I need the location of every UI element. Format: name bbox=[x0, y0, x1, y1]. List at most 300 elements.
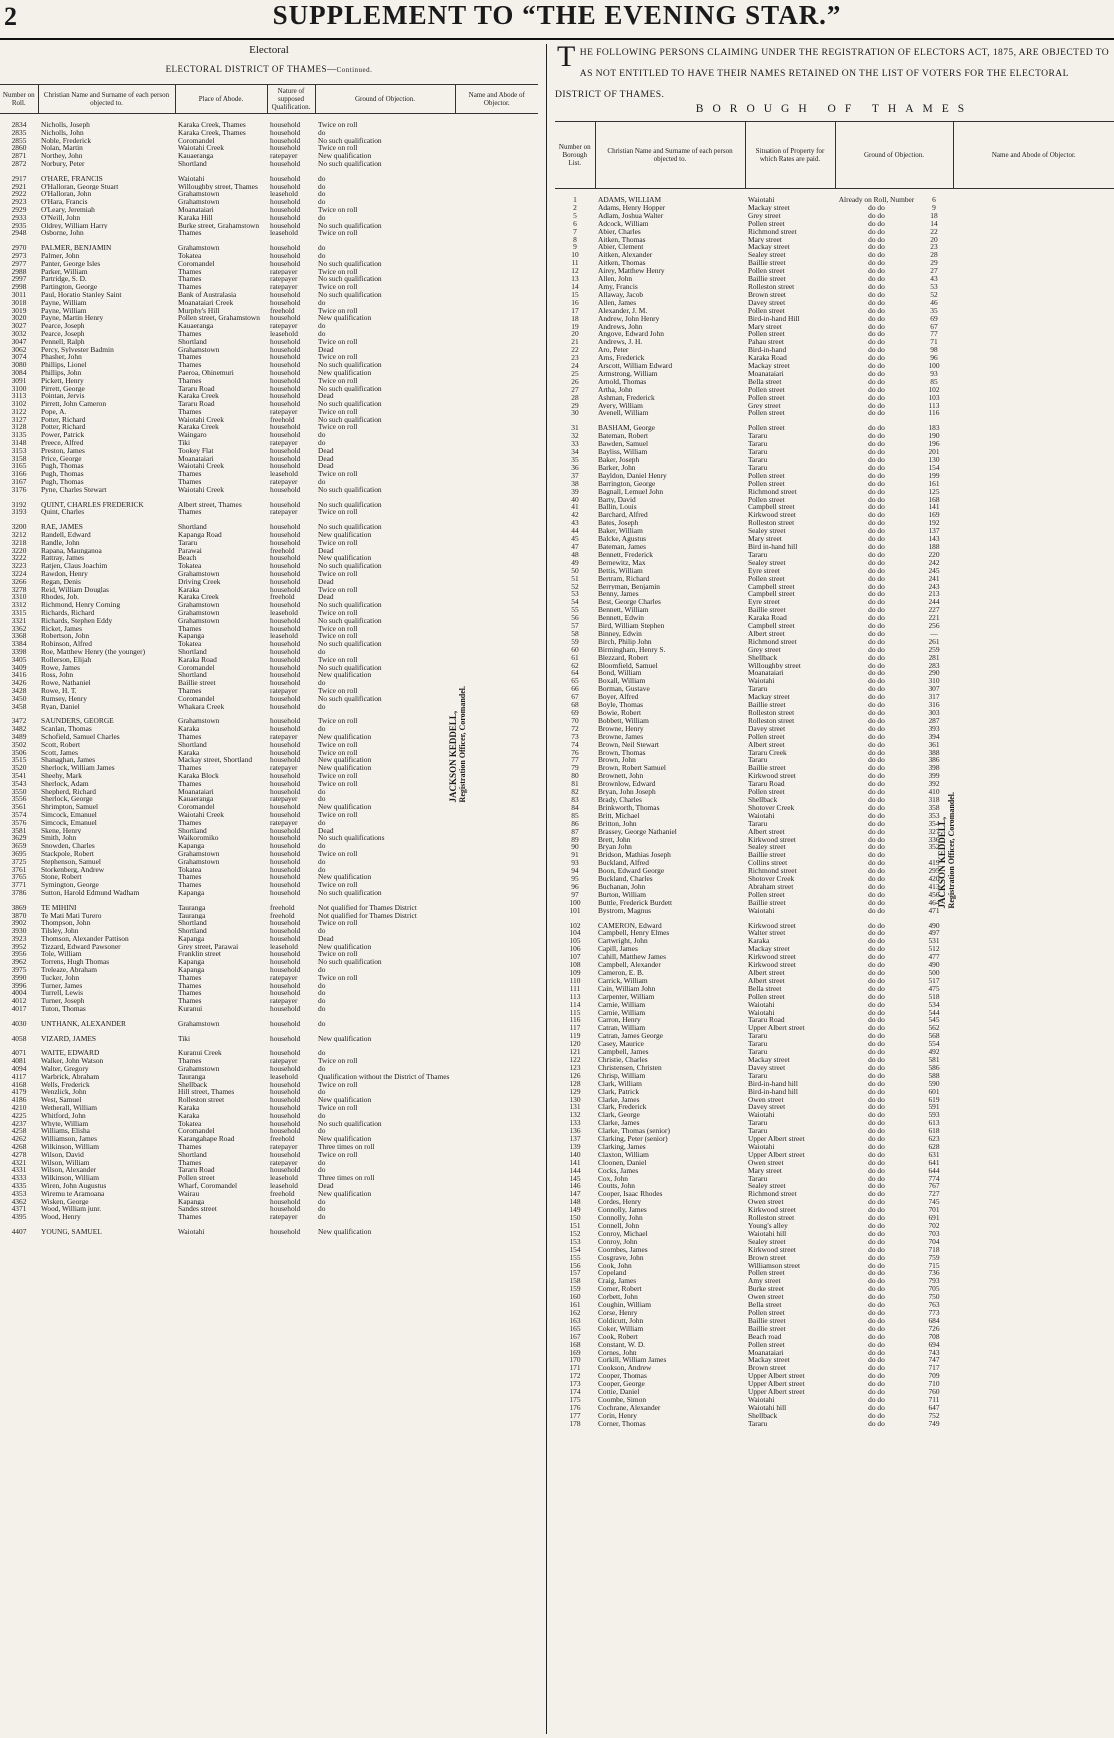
person-name: Potter, Richard bbox=[41, 415, 86, 424]
objector-cell bbox=[455, 609, 538, 617]
borough-list-number: 17 bbox=[571, 306, 579, 315]
borough-list-number: 156 bbox=[569, 1261, 581, 1270]
person-name: Wilkinson, William bbox=[41, 1174, 99, 1182]
objection-ground: do do bbox=[868, 1285, 885, 1294]
roll-reference-number: 727 bbox=[928, 1190, 940, 1199]
roll-number: 3032 bbox=[11, 329, 27, 338]
roll-reference-number: 711 bbox=[928, 1395, 940, 1404]
objection-ground: do do bbox=[868, 748, 885, 757]
objector-cell bbox=[953, 440, 1114, 448]
objector-cell bbox=[953, 291, 1114, 299]
person-name: Carron, Henry bbox=[598, 1016, 641, 1025]
place-of-abode: Karaka Block bbox=[178, 771, 219, 780]
person-name: Sutton, Harold Edmund Wadham bbox=[41, 888, 140, 897]
property-situation: Davey street bbox=[748, 298, 786, 307]
person-name: Whitford, John bbox=[41, 1111, 86, 1120]
table-row bbox=[555, 362, 1114, 370]
table-row bbox=[555, 503, 1114, 511]
objection-ground: do do bbox=[868, 432, 885, 441]
roll-number: 3362 bbox=[11, 624, 27, 633]
qualification: leasehold bbox=[270, 229, 298, 238]
place-of-abode: Mackay street, Shortland bbox=[178, 756, 253, 765]
objection-ground: do do bbox=[868, 1253, 885, 1262]
qualification: household bbox=[270, 1088, 301, 1097]
person-name: Best, George Charles bbox=[598, 598, 661, 607]
property-situation: Tararu bbox=[748, 456, 768, 464]
person-name: O'HARE, FRANCIS bbox=[41, 174, 103, 183]
objector-cell bbox=[953, 1024, 1114, 1032]
objection-ground: do do bbox=[868, 929, 885, 938]
property-situation: Kirkwood street bbox=[748, 772, 796, 781]
roll-reference-number: 242 bbox=[928, 558, 940, 567]
table-row bbox=[0, 827, 538, 835]
borough-list-number: 58 bbox=[571, 629, 579, 638]
place-of-abode: Tararu Road bbox=[178, 400, 215, 408]
place-of-abode: Moanataiari bbox=[178, 454, 214, 463]
table-row bbox=[555, 899, 1114, 907]
borough-list-number: 25 bbox=[571, 369, 579, 378]
person-name: Andrews, J. H. bbox=[598, 338, 643, 347]
place-of-abode: Coromandel bbox=[178, 694, 215, 703]
table-row bbox=[0, 137, 538, 145]
person-name: O'Leary, Jeremiah bbox=[41, 205, 95, 214]
table-row bbox=[555, 535, 1114, 543]
objection-ground: do do bbox=[868, 1356, 885, 1365]
person-name: Bateman, James bbox=[598, 542, 647, 551]
place-of-abode: Shortland bbox=[178, 648, 207, 656]
objector-cell bbox=[953, 567, 1114, 575]
borough-list-number: 49 bbox=[571, 558, 579, 567]
objection-ground: do do bbox=[868, 732, 885, 741]
table-row bbox=[0, 361, 538, 369]
table-row bbox=[0, 346, 538, 354]
borough-list-number: 67 bbox=[571, 693, 579, 702]
table-row bbox=[0, 873, 538, 881]
table-row bbox=[555, 204, 1114, 212]
qualification: household bbox=[270, 244, 301, 252]
borough-list-number: 161 bbox=[569, 1301, 581, 1309]
person-name: TE MIHINI bbox=[41, 903, 77, 912]
person-name: Clarke, James bbox=[598, 1119, 640, 1128]
roll-reference-number: 43 bbox=[930, 275, 938, 283]
objector-cell bbox=[455, 455, 538, 463]
table-row bbox=[0, 850, 538, 858]
objection-ground: Dead bbox=[318, 593, 334, 602]
spacer-cell bbox=[0, 1013, 538, 1020]
roll-number: 4186 bbox=[11, 1096, 27, 1105]
property-situation: Baillie street bbox=[748, 898, 786, 907]
objector-cell bbox=[953, 1420, 1114, 1428]
objector-signature bbox=[448, 686, 467, 802]
place-of-abode: Kauaeranga bbox=[178, 795, 214, 804]
qualification: household bbox=[270, 1065, 301, 1073]
table-row bbox=[555, 780, 1114, 788]
table-row bbox=[555, 1341, 1114, 1349]
objector-cell bbox=[953, 1277, 1114, 1285]
qualification: household bbox=[270, 345, 301, 354]
borough-objections-table bbox=[555, 121, 1114, 1428]
objector-cell bbox=[953, 953, 1114, 961]
objector-cell bbox=[953, 464, 1114, 472]
borough-list-number: 137 bbox=[569, 1135, 581, 1143]
table-row bbox=[0, 1135, 538, 1143]
property-situation: Richmond street bbox=[748, 1190, 797, 1199]
objection-ground: No such qualification bbox=[318, 601, 382, 610]
objection-ground: do do bbox=[868, 1040, 885, 1049]
roll-number: 3084 bbox=[11, 368, 27, 377]
roll-reference-number: 100 bbox=[928, 362, 940, 370]
place-of-abode: Tauranga bbox=[178, 911, 206, 920]
roll-reference-number: 500 bbox=[928, 969, 940, 977]
objector-cell bbox=[953, 1372, 1114, 1380]
borough-list-number: 16 bbox=[571, 298, 579, 307]
borough-list-number: 119 bbox=[569, 1032, 581, 1041]
roll-reference-number: 53 bbox=[930, 282, 938, 291]
borough-list-number: 84 bbox=[571, 803, 579, 812]
objector-cell bbox=[455, 1120, 538, 1128]
person-name: Buckland, Alfred bbox=[598, 859, 649, 868]
objector-cell bbox=[953, 937, 1114, 945]
borough-list-number: 1 bbox=[573, 196, 577, 204]
table-row bbox=[0, 314, 538, 322]
objector-cell bbox=[455, 1057, 538, 1065]
table-row bbox=[0, 478, 538, 486]
objector-cell bbox=[455, 1049, 538, 1057]
person-name: O'Halloran, John bbox=[41, 190, 92, 199]
objection-ground: No such qualification bbox=[318, 1119, 382, 1128]
roll-reference-number: 793 bbox=[928, 1277, 940, 1286]
objection-ground: do bbox=[318, 244, 326, 252]
person-name: Corbett, John bbox=[598, 1293, 638, 1302]
person-name: Barker, John bbox=[598, 463, 636, 472]
borough-list-number: 147 bbox=[569, 1190, 581, 1199]
borough-list-number: 7 bbox=[573, 227, 577, 236]
borough-list-number: 105 bbox=[569, 937, 581, 946]
roll-number: 3520 bbox=[11, 764, 27, 772]
person-name: Scott, James bbox=[41, 748, 78, 757]
table-row bbox=[555, 559, 1114, 567]
place-of-abode: Shortland bbox=[178, 337, 207, 346]
table-row bbox=[555, 701, 1114, 709]
roll-reference-number: 14 bbox=[930, 219, 938, 228]
roll-reference-number: 623 bbox=[928, 1135, 940, 1143]
property-situation: Owen street bbox=[748, 1158, 784, 1167]
person-name: Palmer, John bbox=[41, 251, 80, 260]
person-name: Campbell, Alexander bbox=[598, 961, 661, 969]
qualification: freehold bbox=[270, 911, 295, 920]
objection-ground: do do bbox=[868, 788, 885, 796]
person-name: Clarke, Thomas (senior) bbox=[598, 1127, 670, 1136]
person-name: Bateman, Robert bbox=[598, 432, 649, 441]
objection-ground: do do bbox=[868, 1229, 885, 1238]
roll-reference-number: 694 bbox=[928, 1340, 940, 1349]
objector-cell bbox=[953, 1151, 1114, 1159]
place-of-abode: Waiotahi Creek bbox=[178, 144, 224, 153]
person-name: Bawden, Samuel bbox=[598, 440, 649, 449]
roll-reference-number: 464 bbox=[928, 898, 940, 907]
column-header: Number on Roll. bbox=[0, 85, 38, 114]
qualification: household bbox=[270, 259, 301, 268]
table-row bbox=[555, 1349, 1114, 1357]
objection-ground: No such qualification bbox=[318, 221, 382, 230]
objection-ground: Twice on roll bbox=[318, 919, 358, 928]
table-row bbox=[555, 1277, 1114, 1285]
place-of-abode: Hill street, Thames bbox=[178, 1088, 235, 1097]
property-situation: Waiotahi bbox=[748, 906, 775, 915]
table-row bbox=[555, 1214, 1114, 1222]
roll-reference-number: 183 bbox=[928, 424, 940, 433]
person-name: Payne, William bbox=[41, 298, 87, 307]
borough-list-number: 123 bbox=[569, 1063, 581, 1072]
place-of-abode: Shortland bbox=[178, 1150, 207, 1159]
table-row bbox=[0, 1120, 538, 1128]
roll-reference-number: 534 bbox=[928, 1000, 940, 1009]
objection-ground: do do bbox=[868, 495, 885, 504]
person-name: Catran, William bbox=[598, 1024, 646, 1033]
objector-cell bbox=[953, 812, 1114, 820]
objection-ground: do bbox=[318, 298, 326, 307]
roll-number: 4094 bbox=[11, 1065, 27, 1073]
place-of-abode: Tokatea bbox=[178, 562, 202, 571]
objection-ground: do do bbox=[868, 629, 885, 638]
borough-list-number: 176 bbox=[569, 1403, 581, 1412]
table-row bbox=[555, 1009, 1114, 1017]
person-name: Chrisp, William bbox=[598, 1071, 646, 1080]
place-of-abode: Shortland bbox=[178, 826, 207, 835]
borough-list-number: 116 bbox=[569, 1016, 581, 1025]
place-of-abode: Thames bbox=[178, 624, 202, 633]
objector-cell bbox=[953, 354, 1114, 362]
roll-reference-number: 327 bbox=[928, 827, 940, 836]
place-of-abode: Grahamstown bbox=[178, 717, 220, 726]
objector-cell bbox=[953, 519, 1114, 527]
objection-ground: do do bbox=[868, 511, 885, 520]
column-header: Name and Abode of Objector. bbox=[953, 122, 1114, 189]
table-row bbox=[0, 400, 538, 408]
table-row bbox=[0, 244, 538, 252]
place-of-abode: Thames bbox=[178, 1057, 202, 1066]
roll-number: 3128 bbox=[11, 423, 27, 432]
table-row bbox=[0, 989, 538, 997]
table-row bbox=[555, 1198, 1114, 1206]
group-spacer bbox=[0, 494, 538, 501]
objection-ground: do bbox=[318, 648, 326, 656]
person-name: Preece, Alfred bbox=[41, 439, 84, 447]
borough-list-number: 162 bbox=[569, 1308, 581, 1317]
table-row bbox=[0, 462, 538, 470]
objection-ground: do do bbox=[868, 685, 885, 694]
table-row bbox=[0, 1020, 538, 1028]
property-situation: Waiotahi bbox=[748, 1142, 775, 1151]
objector-cell bbox=[953, 1238, 1114, 1246]
table-row bbox=[555, 1032, 1114, 1040]
roll-number: 2871 bbox=[11, 152, 27, 160]
property-situation: Brown street bbox=[748, 1253, 786, 1262]
objection-ground: Dead bbox=[318, 1182, 334, 1190]
objector-cell bbox=[953, 638, 1114, 646]
place-of-abode: Grahamstown bbox=[178, 345, 220, 354]
qualification: freehold bbox=[270, 903, 295, 912]
roll-number: 2872 bbox=[11, 159, 27, 168]
place-of-abode: Shortland bbox=[178, 159, 207, 168]
objection-ground: do do bbox=[868, 1316, 885, 1325]
objection-ground: do do bbox=[868, 1000, 885, 1009]
roll-reference-number: 137 bbox=[928, 527, 940, 536]
property-situation: Owen street bbox=[748, 1095, 784, 1104]
qualification: leasehold bbox=[270, 609, 298, 617]
roll-number: 3218 bbox=[11, 538, 27, 547]
objection-ground: New qualification bbox=[318, 803, 372, 811]
property-situation: Walter street bbox=[748, 929, 786, 938]
borough-list-number: 159 bbox=[569, 1285, 581, 1294]
property-situation: Eyre street bbox=[748, 598, 780, 607]
objection-ground: Twice on roll bbox=[318, 121, 358, 129]
qualification: household bbox=[270, 648, 301, 656]
person-name: Tucker, John bbox=[41, 973, 80, 982]
objector-cell bbox=[953, 606, 1114, 614]
person-name: Carnie, William bbox=[598, 1000, 646, 1009]
objection-ground: Twice on roll bbox=[318, 585, 358, 594]
objection-ground: do do bbox=[868, 275, 885, 283]
objection-ground: do do bbox=[868, 827, 885, 836]
objection-ground: do do bbox=[868, 1071, 885, 1080]
objector-cell bbox=[455, 982, 538, 990]
roll-number: 2834 bbox=[11, 121, 27, 129]
person-name: Wetherall, William bbox=[41, 1104, 98, 1112]
roll-reference-number: 287 bbox=[928, 716, 940, 725]
person-name: Payne, William bbox=[41, 306, 87, 315]
qualification: household bbox=[270, 787, 301, 796]
person-name: Wisken, George bbox=[41, 1197, 89, 1206]
person-name: Brady, Charles bbox=[598, 795, 642, 804]
roll-number: 3166 bbox=[11, 470, 27, 479]
objection-ground: do do bbox=[868, 795, 885, 804]
objection-ground: do bbox=[318, 1205, 326, 1214]
property-situation: Mackay street bbox=[748, 362, 790, 370]
person-name: Bennett, William bbox=[598, 606, 649, 615]
table-row bbox=[555, 299, 1114, 307]
table-row bbox=[555, 575, 1114, 583]
place-of-abode: Waiotahi Creek bbox=[178, 485, 224, 494]
person-name: Rumsey, Henry bbox=[41, 694, 87, 703]
borough-list-number: 74 bbox=[571, 740, 579, 749]
roll-reference-number: 763 bbox=[928, 1301, 940, 1309]
table-row bbox=[0, 1081, 538, 1089]
table-row bbox=[0, 523, 538, 531]
property-situation: Mary street bbox=[748, 1166, 782, 1175]
objection-ground: No such qualification bbox=[318, 290, 382, 299]
subtitle-text: ELECTORAL DISTRICT OF THAMES— bbox=[165, 64, 337, 74]
place-of-abode: Waikoromiko bbox=[178, 834, 219, 843]
objector-cell bbox=[953, 1088, 1114, 1096]
roll-reference-number: 684 bbox=[928, 1316, 940, 1325]
table-row bbox=[0, 1182, 538, 1190]
roll-reference-number: 497 bbox=[928, 929, 940, 938]
table-row bbox=[0, 152, 538, 160]
objection-ground: do do bbox=[868, 251, 885, 260]
objection-ground: do do bbox=[868, 463, 885, 472]
place-of-abode: Shortland bbox=[178, 523, 207, 532]
person-name: Warbrick, Abraham bbox=[41, 1072, 100, 1081]
table-row bbox=[555, 354, 1114, 362]
objection-ground: do do bbox=[868, 867, 885, 876]
place-of-abode: Thames bbox=[178, 881, 202, 889]
table-row bbox=[555, 1293, 1114, 1301]
objector-cell bbox=[953, 378, 1114, 386]
roll-reference-number: 281 bbox=[928, 653, 940, 662]
table-row bbox=[555, 677, 1114, 685]
borough-list-number: 2 bbox=[573, 203, 577, 212]
qualification: ratepayer bbox=[270, 1057, 298, 1066]
table-row bbox=[0, 1143, 538, 1151]
table-row bbox=[0, 943, 538, 951]
objection-ground: do do bbox=[868, 756, 885, 765]
qualification: household bbox=[270, 1096, 301, 1105]
table-row bbox=[555, 907, 1114, 915]
place-of-abode: Waiotahi Creek bbox=[178, 415, 224, 424]
roll-number: 2860 bbox=[11, 144, 27, 153]
borough-list-number: 128 bbox=[569, 1079, 581, 1088]
objector-cell bbox=[953, 196, 1114, 204]
table-row bbox=[0, 834, 538, 842]
table-row bbox=[0, 338, 538, 346]
table-row bbox=[555, 220, 1114, 228]
person-name: Clark, Frederick bbox=[598, 1103, 647, 1112]
property-situation: Mackay street bbox=[748, 693, 790, 702]
objector-cell bbox=[953, 1048, 1114, 1056]
objector-cell bbox=[953, 1103, 1114, 1111]
property-situation: Tararu Creek bbox=[748, 748, 787, 757]
borough-list-number: 9 bbox=[573, 243, 577, 252]
qualification: household bbox=[270, 919, 301, 928]
qualification: household bbox=[270, 989, 301, 998]
objection-ground: Dead bbox=[318, 446, 334, 455]
roll-number: 4407 bbox=[11, 1227, 27, 1236]
qualification: household bbox=[270, 353, 301, 362]
table-row bbox=[0, 439, 538, 447]
roll-reference-number: 702 bbox=[928, 1222, 940, 1230]
property-situation: Albert street bbox=[748, 827, 785, 836]
objector-cell bbox=[953, 267, 1114, 275]
property-situation: Tararu bbox=[748, 1174, 768, 1183]
table-row bbox=[555, 969, 1114, 977]
person-name: Andrews, John bbox=[598, 322, 643, 331]
objection-ground: do bbox=[318, 1158, 326, 1167]
objection-ground: do do bbox=[868, 338, 885, 347]
objector-cell bbox=[455, 486, 538, 494]
borough-list-number: 148 bbox=[569, 1198, 581, 1207]
place-of-abode: Albert street, Thames bbox=[178, 500, 242, 509]
objection-ground: do do bbox=[868, 535, 885, 543]
person-name: Comer, Robert bbox=[598, 1285, 642, 1294]
objector-cell bbox=[455, 570, 538, 578]
table-row bbox=[0, 1035, 538, 1043]
person-name: Connolly, John bbox=[598, 1214, 643, 1222]
table-row bbox=[555, 1412, 1114, 1420]
place-of-abode: Grahamstown bbox=[178, 244, 220, 252]
table-row bbox=[555, 370, 1114, 378]
person-name: Clark, Patrick bbox=[598, 1087, 640, 1096]
roll-number: 3996 bbox=[11, 981, 27, 990]
person-name: Christie, Charles bbox=[598, 1055, 648, 1064]
table-row bbox=[0, 889, 538, 897]
objection-ground: do do bbox=[868, 1214, 885, 1222]
objection-ground: do do bbox=[868, 487, 885, 496]
objector-cell bbox=[455, 1135, 538, 1143]
person-name: Alexander, J. M. bbox=[598, 306, 648, 315]
person-name: Carpenter, William bbox=[598, 992, 655, 1001]
qualification: household bbox=[270, 554, 301, 563]
